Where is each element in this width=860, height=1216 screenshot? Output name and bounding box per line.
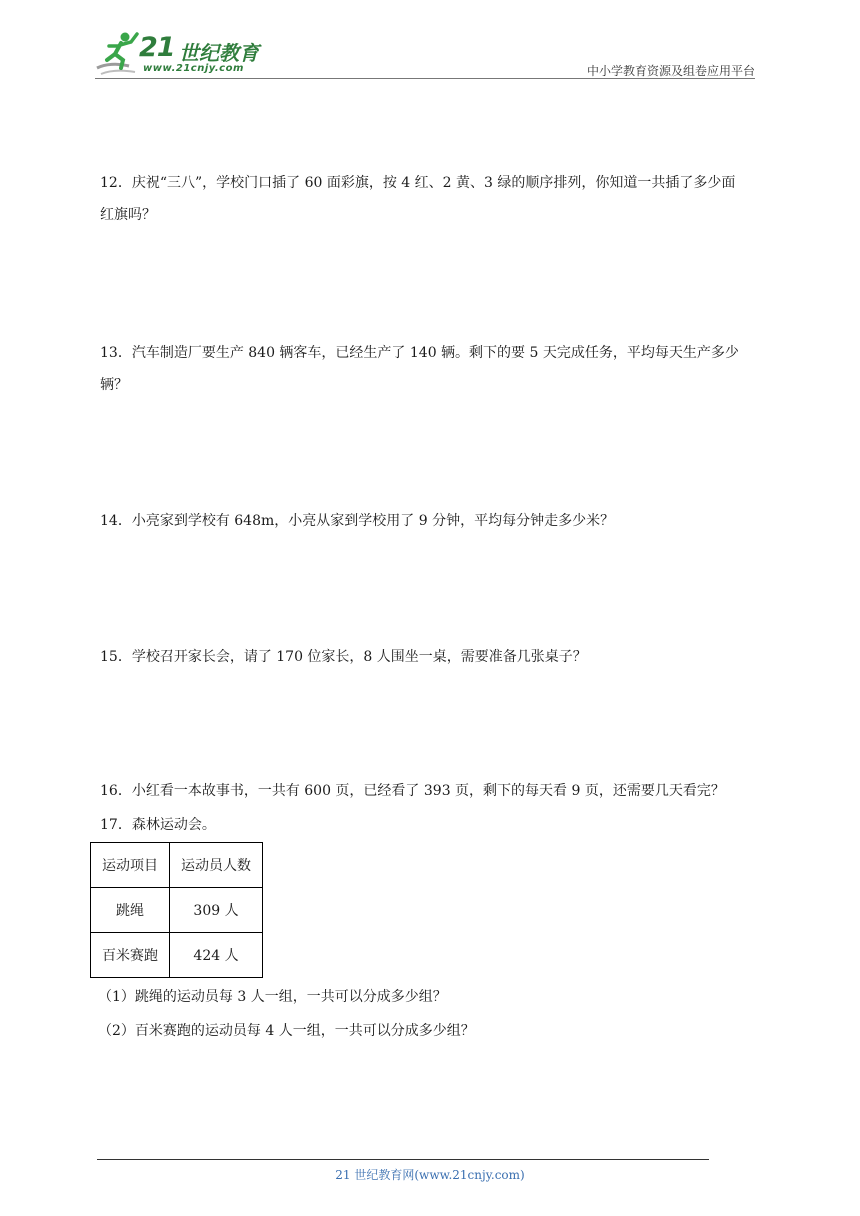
question-16: 16．小红看一本故事书，一共有 600 页，已经看了 393 页，剩下的每天看 9 页，还需要几天看完？ bbox=[100, 783, 725, 799]
runner-icon bbox=[95, 30, 143, 76]
table-row bbox=[91, 888, 263, 933]
question-12-line-1: 12．庆祝“三八”，学校门口插了 60 面彩旗，按 4 红、2 黄、3 绿的顺序排列，你知道一共插了多少面 bbox=[100, 175, 736, 191]
question-17-title: 17．森林运动会。 bbox=[100, 817, 216, 833]
table-header-cell: 运动员人数 bbox=[170, 843, 263, 888]
question-14: 14．小亮家到学校有 648m，小亮从家到学校用了 9 分钟，平均每分钟走多少米？ bbox=[100, 513, 615, 529]
question-13-line-2: 辆？ bbox=[100, 377, 128, 393]
page-header bbox=[95, 30, 755, 78]
table-cell: 309 人 bbox=[170, 888, 263, 933]
question-12-line-2: 红旗吗？ bbox=[100, 207, 156, 223]
sports-table bbox=[90, 842, 263, 978]
question-17-sub-2: （2）百米赛跑的运动员每 4 人一组，一共可以分成多少组？ bbox=[98, 1023, 475, 1039]
logo-text: 世纪教育 bbox=[179, 41, 259, 65]
table-cell: 百米赛跑 bbox=[91, 933, 170, 978]
table-header-cell: 运动项目 bbox=[91, 843, 170, 888]
footer-divider bbox=[97, 1159, 709, 1160]
header-divider bbox=[95, 78, 755, 79]
footer-text: 21 世纪教育网(www.21cnjy.com) bbox=[335, 1168, 525, 1182]
table-cell: 跳绳 bbox=[91, 888, 170, 933]
table-header-row bbox=[91, 843, 263, 888]
logo-url: www.21cnjy.com bbox=[143, 63, 244, 74]
question-15: 15．学校召开家长会，请了 170 位家长，8 人围坐一桌，需要准备几张桌子？ bbox=[100, 649, 587, 665]
question-17-sub-1: （1）跳绳的运动员每 3 人一组，一共可以分成多少组？ bbox=[98, 989, 447, 1005]
question-13-line-1: 13．汽车制造厂要生产 840 辆客车，已经生产了 140 辆。剩下的要 5 天完成任务，平均每天生产多少 bbox=[100, 345, 739, 361]
platform-name: 中小学教育资源及组卷应用平台 bbox=[586, 64, 755, 78]
logo bbox=[95, 30, 265, 76]
logo-number: 21 bbox=[139, 32, 175, 63]
table-row bbox=[91, 933, 263, 978]
table-cell: 424 人 bbox=[170, 933, 263, 978]
